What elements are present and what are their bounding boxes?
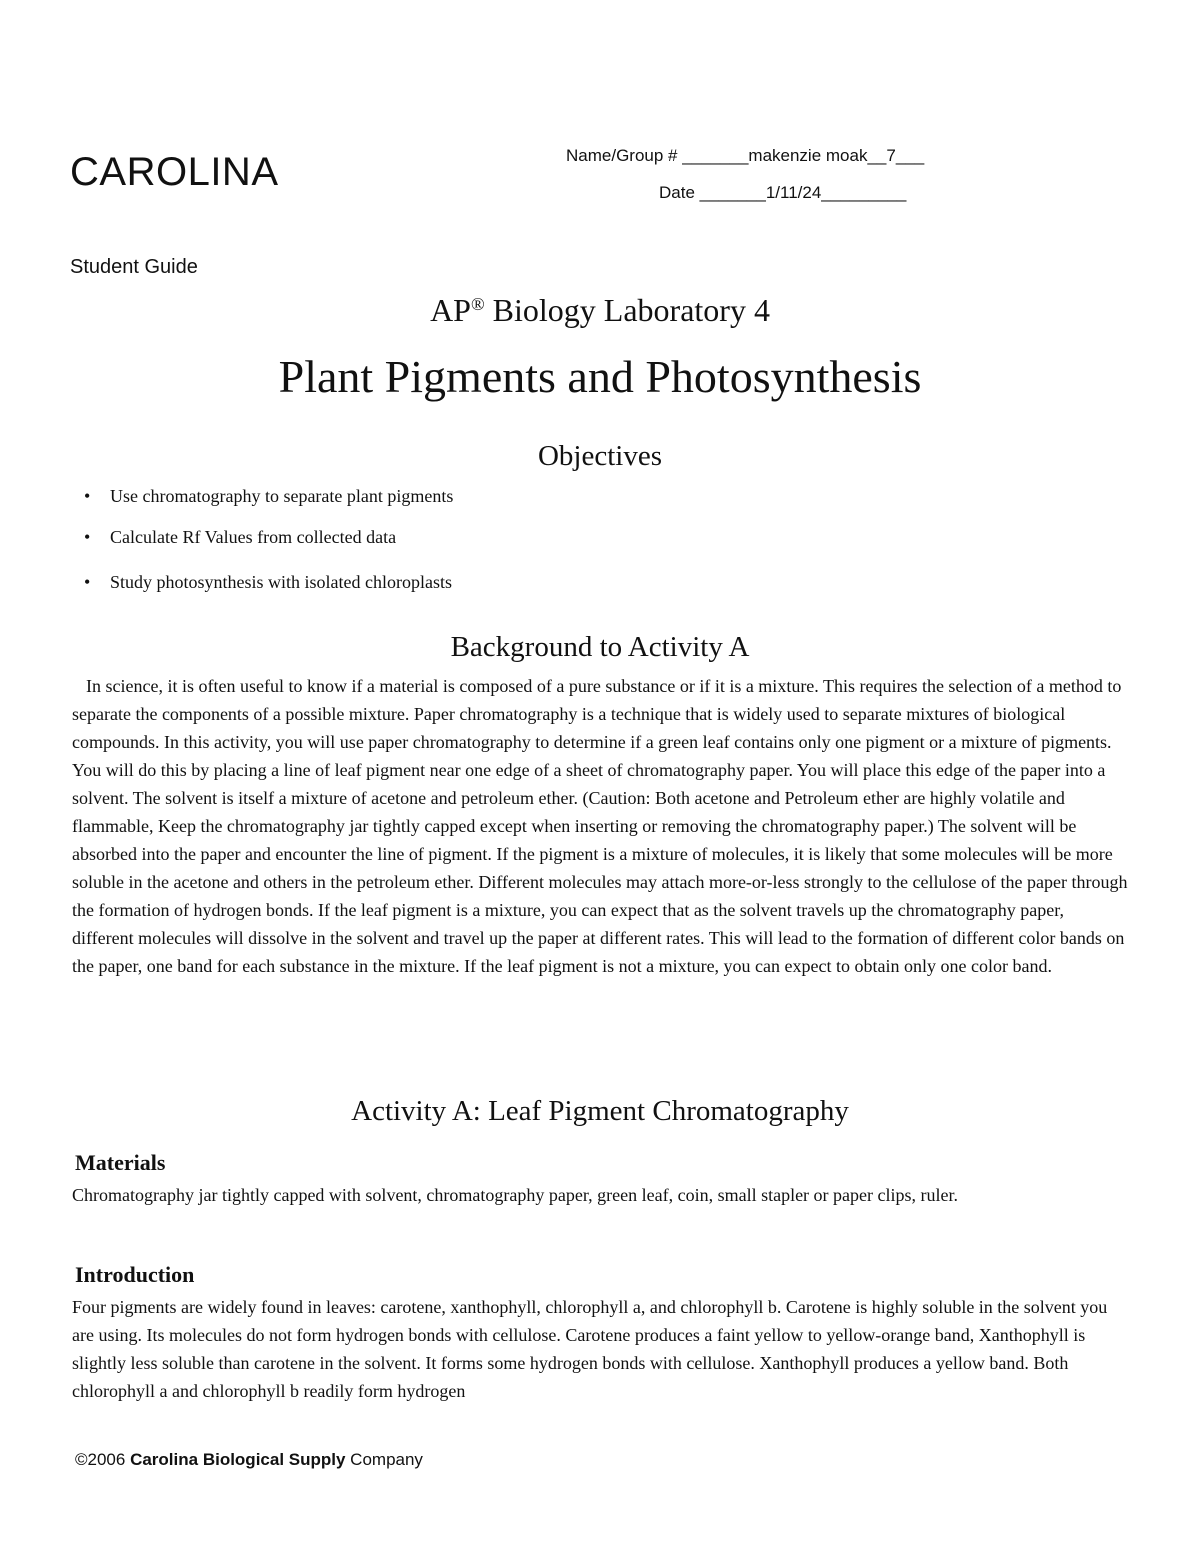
objectives-heading: Objectives [537, 440, 662, 472]
materials-heading: Materials [75, 1150, 166, 1175]
lab-title [0, 292, 1200, 329]
page-title: Plant Pigments and Photosynthesis [278, 351, 922, 402]
name-group-label: Name/Group # _______ [566, 146, 749, 165]
lab-title-prefix: AP [430, 292, 471, 328]
introduction-paragraph: Four pigments are widely found in leaves: carotene, xanthophyll, chlorophyll a, and chlorophyll b. Carotene is highly soluble in the solvent you are using. Its molecules do not form hydrogen bonds with cellulose. Carotene produces a faint yellow to yellow-orange band, Xanthophyll is slightly less soluble than carotene in the solvent. It forms some hydrogen bonds with cellulose. Xanthophyll produces a yellow band. Both chlorophyll a and chlorophyll b readily form hydrogen [72, 1297, 1108, 1401]
student-guide-label: Student Guide [70, 256, 198, 278]
footer-copyright [75, 1450, 423, 1470]
list-item: • Calculate Rf Values from collected data [84, 527, 453, 548]
date-label: Date _______ [659, 183, 766, 202]
date-field [659, 183, 906, 203]
materials-paragraph: Chromatography jar tightly capped with solvent, chromatography paper, green leaf, coin, small stapler or paper clips, ruler. [72, 1185, 958, 1205]
company-name: Carolina Biological Supply [130, 1450, 346, 1469]
activity-a-heading: Activity A: Leaf Pigment Chromatography [351, 1095, 849, 1127]
date-value: 1/11/24_________ [765, 183, 907, 202]
list-item: • Use chromatography to separate plant pigments [84, 486, 453, 507]
list-item: • Study photosynthesis with isolated chloroplasts [84, 572, 453, 593]
copyright-text: ©2006 [75, 1450, 131, 1469]
background-paragraph: In science, it is often useful to know if a material is composed of a pure substance or if it is a mixture. This requires the selection of a method to separate the components of a possible mixture. Paper chromatography is a technique that is widely used to separate mixtures of biological compounds. In this activity, you will use paper chromatography to determine if a green leaf contains only one pigment or a mixture of pigments. You will do this by placing a line of leaf pigment near one edge of a sheet of chromatography paper. You will place this edge of the paper into a solvent. The solvent is itself a mixture of acetone and petroleum ether. (Caution: Both acetone and Petroleum ether are highly volatile and flammable, Keep the chromatography jar tightly capped except when inserting or removing the chromatography paper.) The solvent will be absorbed into the paper and encounter the line of pigment. If the pigment is a mixture of molecules, it is likely that some molecules will be more soluble in the acetone and others in the petroleum ether. Different molecules may attach more-or-less strongly to the cellulose of the paper through the formation of hydrogen bonds. If the leaf pigment is a mixture, you can expect that as the solvent travels up the chromatography paper, different molecules will dissolve in the solvent and travel up the paper at different rates. This will lead to the formation of different color bands on the paper, one band for each substance in the mixture. If the leaf pigment is not a mixture, you can expect to obtain only one color band. [72, 676, 1128, 976]
name-group-field [566, 146, 924, 166]
company-suffix: Company [345, 1450, 423, 1469]
introduction-heading: Introduction [75, 1262, 195, 1287]
registered-mark: ® [470, 294, 485, 314]
background-heading: Background to Activity A [450, 631, 750, 663]
name-group-value: makenzie moak__7___ [748, 146, 925, 165]
brand-logo: CAROLINA [70, 150, 279, 194]
objectives-list [84, 486, 453, 593]
lab-title-rest: Biology Laboratory 4 [484, 292, 770, 328]
